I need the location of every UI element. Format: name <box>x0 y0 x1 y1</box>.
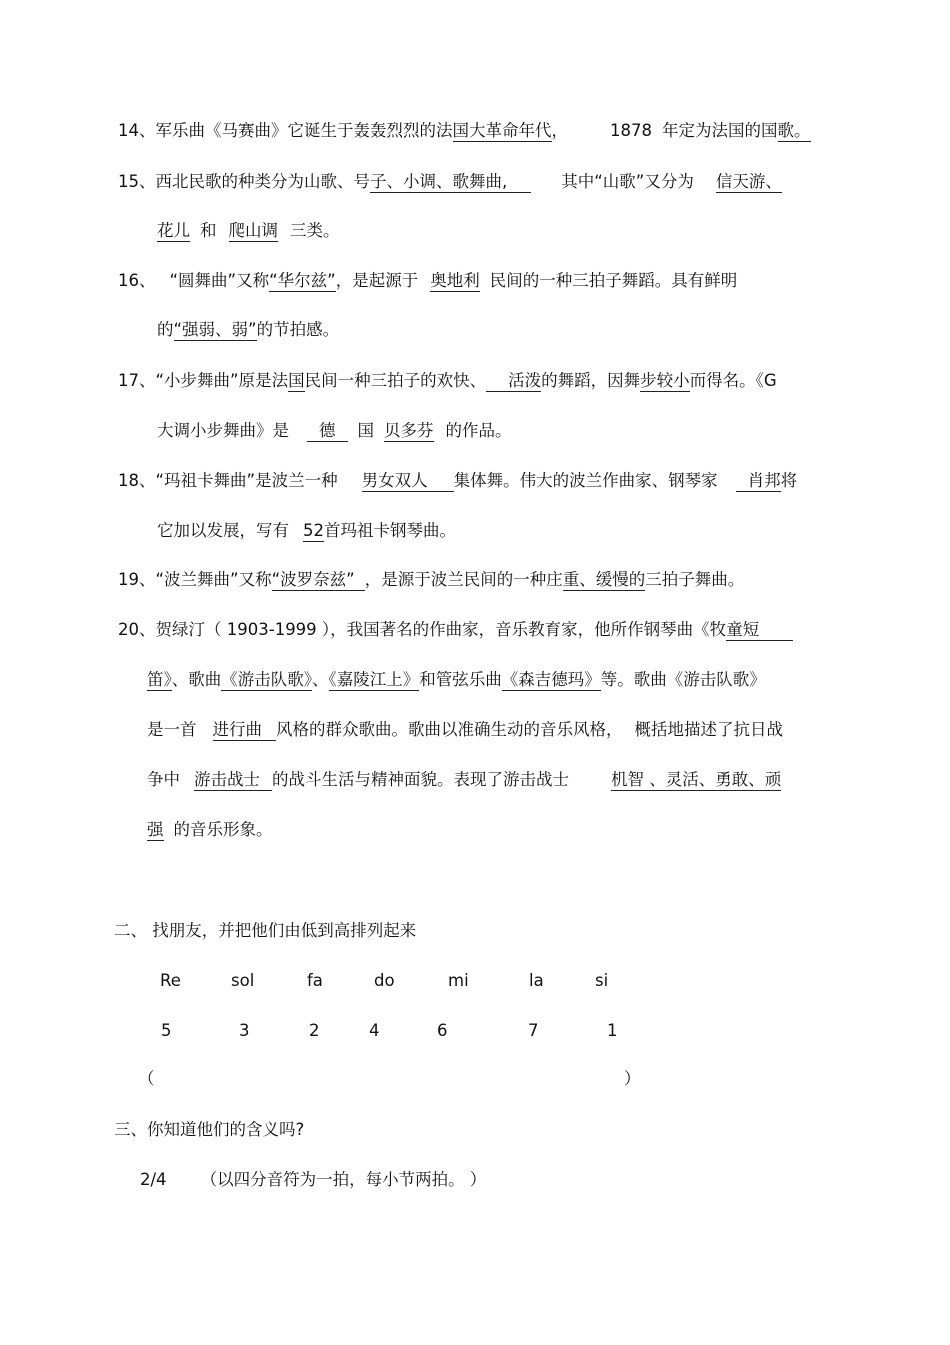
question-15 <box>118 171 782 193</box>
number-item: 4 <box>369 1021 380 1040</box>
question-text: 、歌曲 <box>171 670 222 689</box>
answer-blank: 德 <box>307 421 348 442</box>
question-19 <box>118 569 744 591</box>
question-text: 西北民歌的种类分为山歌、号 <box>155 172 370 191</box>
answer-blank: 童短 <box>726 620 793 641</box>
answer-blank: 强 <box>147 820 164 839</box>
question-text: 的作品。 <box>445 421 512 440</box>
number-item: 3 <box>239 1021 250 1040</box>
question-20-cont-2 <box>147 719 783 741</box>
question-text: ，是起源于 <box>335 271 419 290</box>
question-text: 其中“山歌”又分为 <box>561 172 694 191</box>
blank-space <box>486 370 508 392</box>
answer-blank: 男女双人 <box>362 471 454 492</box>
syllable-fa: fa <box>307 971 323 990</box>
answer-blank: “强弱、弱” <box>173 320 257 339</box>
question-20-cont-1 <box>147 669 766 691</box>
question-text: 将 <box>780 471 798 490</box>
question-text: 集体舞。伟大的波兰作曲家、钢琴家 <box>453 471 718 490</box>
answer-blank: 国大革命年代 <box>452 121 552 140</box>
question-number: 17、 <box>118 371 156 390</box>
section-2-title: 二、 找朋友，并把他们由低到高排列起来 <box>114 921 417 940</box>
question-text: ，是源于波兰民间的一种庄 <box>364 570 563 589</box>
time-signature-meaning: （以四分音符为一拍，每小节两拍。 ） <box>200 1170 487 1189</box>
question-text: 而得名。《G <box>689 371 777 390</box>
question-18 <box>118 470 797 492</box>
answer-blank: 重、缓慢的 <box>562 570 646 589</box>
answer-blank: 《森吉德玛》 <box>501 670 601 689</box>
number-item: 1 <box>607 1021 618 1040</box>
question-number: 18、 <box>118 471 156 490</box>
question-text: 大调小步舞曲》是 <box>157 421 289 440</box>
question-text: “波兰舞曲”又称 <box>155 570 272 589</box>
question-text: 贺绿汀（ 1903-1999 ），我国著名的作曲家，音乐教育家，他所作钢琴曲《牧 <box>155 620 727 639</box>
answer-blank: 国 <box>288 371 305 390</box>
question-text: 风格的群众歌曲。歌曲以准确生动的音乐风格， <box>276 720 623 739</box>
question-16 <box>118 270 737 292</box>
syllable-la: la <box>529 971 544 990</box>
question-20-cont-4 <box>147 819 273 841</box>
answer-blank: 游击战士 <box>194 770 272 791</box>
question-text: 军乐曲《马赛曲》它诞生于轰轰烈烈的法 <box>155 121 453 140</box>
answer-blank: 笛》 <box>147 670 172 689</box>
syllable-re: Re <box>160 971 181 990</box>
number-item: 5 <box>161 1021 172 1040</box>
number-item: 6 <box>437 1021 448 1040</box>
question-number: 20、 <box>118 620 156 639</box>
answer-blank: “华尔兹” <box>269 271 336 290</box>
syllable-do: do <box>374 971 395 990</box>
question-15-cont <box>157 220 340 242</box>
answer-blank: 活泼 <box>508 371 542 390</box>
question-text: 和 <box>200 221 217 240</box>
syllable-si: si <box>595 971 609 990</box>
question-text: “小步舞曲”原是法 <box>155 371 289 390</box>
question-text: 的 <box>157 320 174 339</box>
question-text: 争中 <box>147 770 180 789</box>
answer-blank: 52 <box>303 521 324 540</box>
question-18-cont <box>157 520 456 542</box>
answer-blank: “波罗奈兹” <box>272 570 365 591</box>
answer-blank: 肖邦 <box>736 471 781 492</box>
time-signature: 2/4 <box>140 1170 167 1189</box>
answer-blank: 机智 、灵活、勇敢、顽 <box>611 770 782 789</box>
number-item: 7 <box>528 1021 539 1040</box>
question-text: 的音乐形象。 <box>173 820 273 839</box>
question-16-cont <box>157 319 339 341</box>
question-text: 年定为法国的国 <box>662 121 778 140</box>
question-text: 是一首 <box>147 720 197 739</box>
answer-blank: 进行曲 <box>213 720 277 741</box>
answer-blank: 歌。 <box>777 121 811 140</box>
answer-blank: 花儿 <box>157 221 190 240</box>
question-number: 14、 <box>118 121 156 140</box>
question-text: 三类。 <box>290 221 340 240</box>
question-text: 民间一种三拍子的欢快、 <box>304 371 487 390</box>
answer-blank: 《嘉陵江上》 <box>328 670 420 689</box>
question-text: 首玛祖卡钢琴曲。 <box>324 521 456 540</box>
answer-blank: 《游击队歌》 <box>221 670 312 689</box>
question-text: 等。歌曲《游击队歌》 <box>600 670 766 689</box>
answer-blank: 贝多芬 <box>384 421 434 440</box>
question-20 <box>118 619 793 641</box>
question-text: ， <box>551 121 568 140</box>
question-number: 19、 <box>118 570 156 589</box>
question-text: “玛祖卡舞曲”是波兰一种 <box>155 471 338 490</box>
question-text: “圆舞曲”又称 <box>169 271 270 290</box>
answer-paren-close: ） <box>624 1069 641 1088</box>
answer-blank: 子、小调、歌舞曲, <box>370 172 508 191</box>
question-text: 国 <box>357 421 374 440</box>
question-text: 和管弦乐曲 <box>419 670 502 689</box>
answer-text: 1878 <box>610 121 652 140</box>
question-text: 的战斗生活与精神面貌。表现了游击战士 <box>272 770 569 789</box>
question-text: 、 <box>312 670 329 689</box>
question-text: 的节拍感。 <box>256 320 340 339</box>
question-17 <box>118 370 777 392</box>
question-text: 概括地描述了抗日战 <box>634 720 783 739</box>
question-text: 的舞蹈，因舞 <box>541 371 641 390</box>
section-3-item <box>140 1169 486 1191</box>
number-item: 2 <box>309 1021 320 1040</box>
question-text: 三拍子舞曲。 <box>645 570 745 589</box>
section-3-title: 三、你知道他们的含义吗? <box>114 1120 305 1139</box>
answer-blank: 奥地利 <box>430 271 480 290</box>
syllable-mi: mi <box>448 971 469 990</box>
syllable-sol: sol <box>231 971 255 990</box>
answer-paren-open: （ <box>138 1069 155 1088</box>
question-text: 它加以发展，写有 <box>157 521 289 540</box>
answer-blank: 步较小 <box>640 371 690 390</box>
question-20-cont-3 <box>147 769 781 791</box>
question-17-cont <box>157 420 512 442</box>
answer-blank: 信天游、 <box>715 172 782 191</box>
question-14 <box>118 120 811 142</box>
question-number: 16、 <box>118 271 156 290</box>
question-text: 民间的一种三拍子舞蹈。具有鲜明 <box>489 271 738 290</box>
answer-blank: 爬山调 <box>228 221 278 240</box>
question-number: 15、 <box>118 172 156 191</box>
blank-space <box>507 171 531 193</box>
